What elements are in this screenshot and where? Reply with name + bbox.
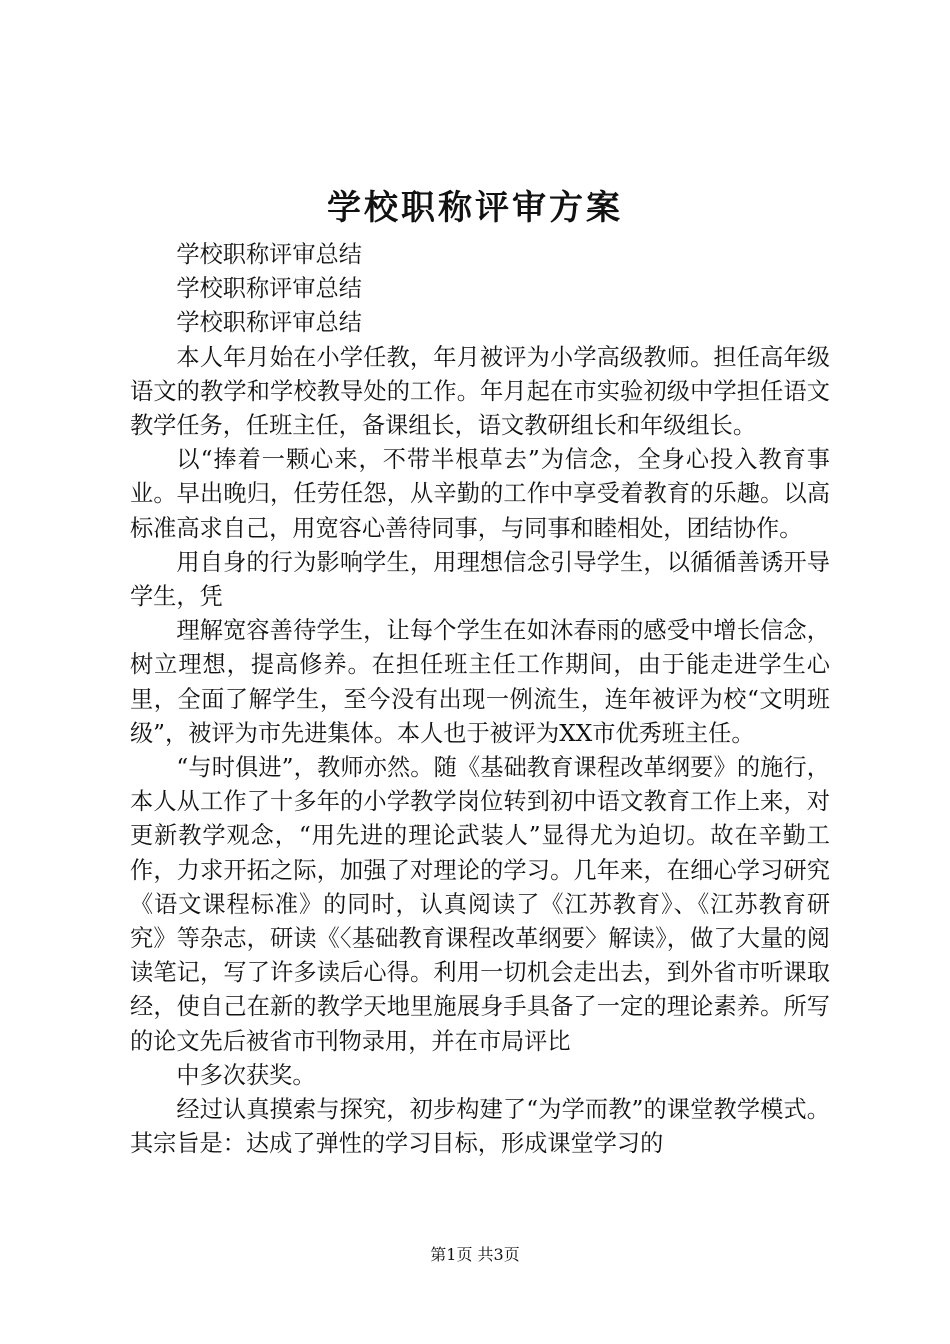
paragraph: 以“捧着一颗心来，不带半根草去”为信念，全身心投入教育事业。早出晚归，任劳任怨，从辛勤的工作中享受着教育的乐趣。以高标准高求自己，用宽容心善待同事，与同事和睦相处，团结协作。	[130, 446, 830, 542]
paragraph: 经过认真摸索与探究，初步构建了“为学而教”的课堂教学模式。其宗旨是：达成了弹性的学习目标，形成课堂学习的	[130, 1096, 830, 1158]
document-title: 学校职称评审方案	[327, 188, 623, 228]
paragraph: “与时俱进”，教师亦然。随《基础教育课程改革纲要》的施行，本人从工作了十多年的小学教学岗位转到初中语文教育工作上来，对更新教学观念，“用先进的理论武装人”显得尤为迫切。故在辛勤工作，力求开拓之际，加强了对理论的学习。几年来，在细心学习研究《语文课程标准》的同时，认真阅读了《江苏教育》、《江苏教育研究》等杂志，研读《〈基础教育课程改革纲要〉解读》，做了大量的阅读笔记，写了许多读后心得。利用一切机会走出去，到外省市听课取经，使自己在新的教学天地里施展身手具备了一定的理论素养。所写的论文先后被省市刊物录用，并在市局评比	[130, 754, 830, 1055]
paragraph: 中多次获奖。	[176, 1061, 316, 1089]
paragraph: 本人年月始在小学任教，年月被评为小学高级教师。担任高年级语文的教学和学校教导处的工作。年月起在市实验初级中学担任语文教学任务，任班主任，备课组长，语文教研组长和年级组长。	[130, 343, 830, 440]
subtitle-line: 学校职称评审总结	[176, 309, 362, 337]
subtitle-line: 学校职称评审总结	[176, 241, 362, 268]
paragraph: 理解宽容善待学生，让每个学生在如沐春雨的感受中增长信念，树立理想，提高修养。在担任班主任工作期间，由于能走进学生心里，全面了解学生，至今没有出现一例流生，连年被评为校“文明班级”，被评为市先进集体。本人也于被评为XX市优秀班主任。	[130, 617, 830, 747]
paragraph: 用自身的行为影响学生，用理想信念引导学生，以循循善诱开导学生，凭	[130, 548, 830, 611]
page-footer: 第1页 共3页	[430, 1245, 520, 1264]
document-body	[130, 238, 830, 1161]
subtitle-line: 学校职称评审总结	[176, 275, 362, 303]
